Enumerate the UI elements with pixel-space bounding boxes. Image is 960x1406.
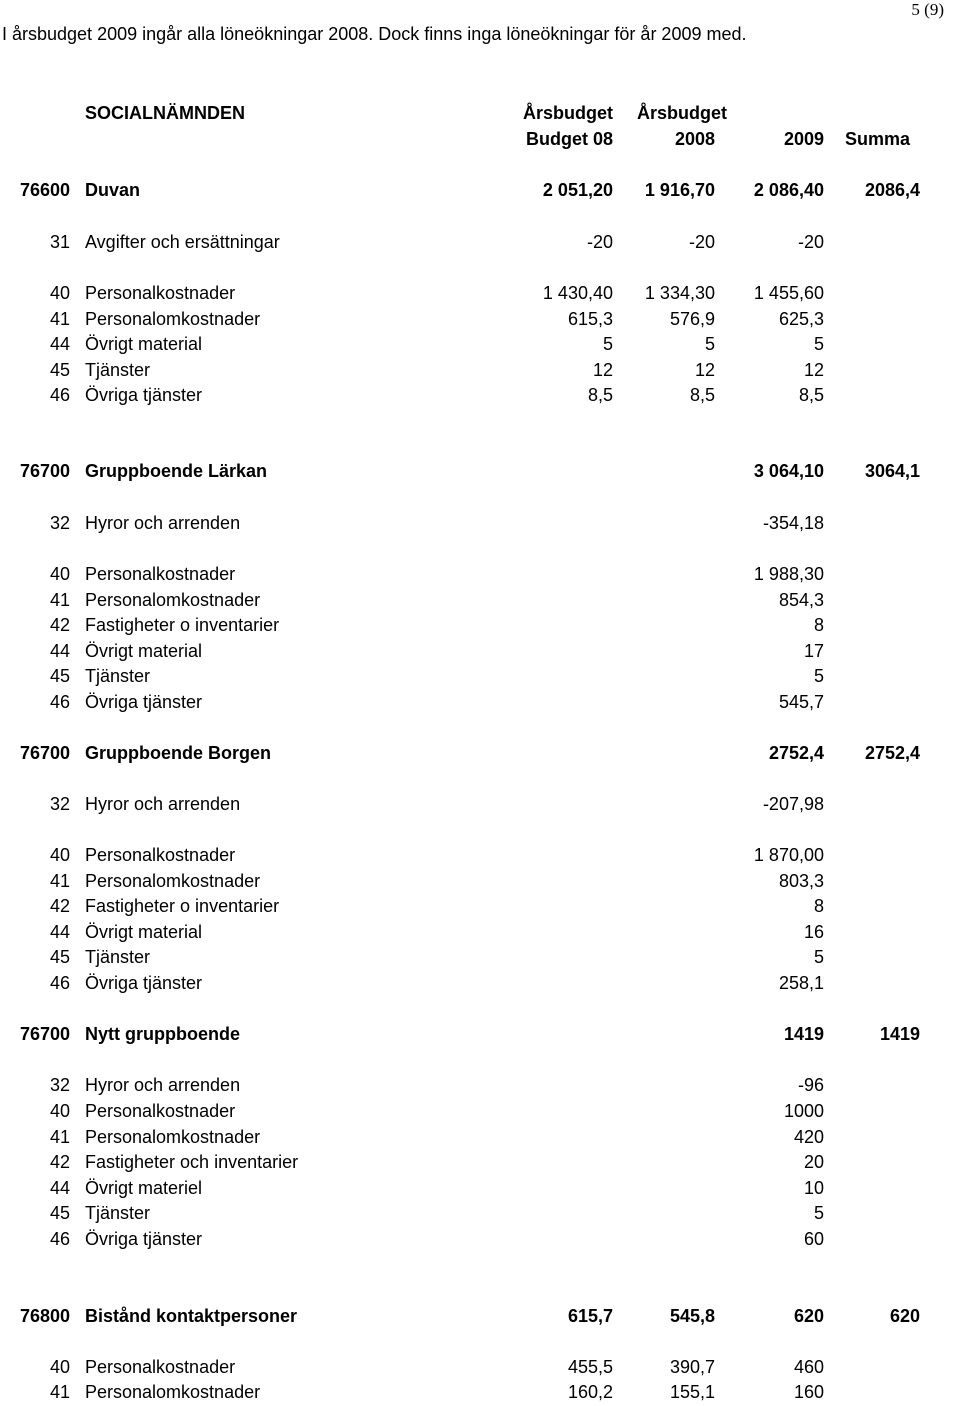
table-row [0, 1203, 960, 1227]
account-name-cell: Personalkostnader [85, 845, 236, 865]
account-code-cell: 42 [49, 1152, 70, 1172]
budget-2009-cell: 20 [803, 1152, 824, 1172]
account-code-cell: 76700 [19, 461, 70, 481]
budget-2008-cell: -20 [688, 232, 715, 252]
budget-2009-cell: 5 [813, 947, 824, 967]
budget-2009-cell: 803,3 [778, 871, 824, 891]
budget-08-cell: -20 [586, 232, 613, 252]
table-row [0, 385, 960, 409]
account-name-cell: Hyror och arrenden [85, 794, 241, 814]
account-code-cell: 40 [49, 1357, 70, 1377]
table-row [0, 283, 960, 307]
summa-cell: 2086,4 [864, 180, 920, 200]
account-code-cell: 44 [49, 1178, 70, 1198]
budget-2009-cell: 17 [803, 641, 824, 661]
table-row [0, 590, 960, 614]
account-code-cell: 32 [49, 794, 70, 814]
account-name-cell: Övriga tjänster [85, 692, 203, 712]
account-name-cell: Övriga tjänster [85, 973, 203, 993]
summa-cell: 3064,1 [864, 461, 920, 481]
budget-2009-cell: 8 [813, 615, 824, 635]
budget-2009-cell: 1000 [783, 1101, 824, 1121]
account-code-cell: 41 [49, 309, 70, 329]
budget-2009-cell: -20 [797, 232, 824, 252]
budget-2009-cell: 160 [793, 1382, 824, 1402]
account-name-cell: Bistånd kontaktpersoner [85, 1306, 298, 1326]
summa-cell: 2752,4 [864, 743, 920, 763]
account-name-cell: Övriga tjänster [85, 385, 203, 405]
account-name-cell: Tjänster [85, 947, 151, 967]
account-code-cell: 44 [49, 922, 70, 942]
account-code-cell: 40 [49, 1101, 70, 1121]
account-name-cell: Avgifter och ersättningar [85, 232, 280, 252]
budget-08-cell: 8,5 [587, 385, 613, 405]
table-row [0, 1127, 960, 1151]
budget-08-cell: 2 051,20 [542, 180, 613, 200]
account-name-cell: Personalomkostnader [85, 590, 261, 610]
table-row [0, 845, 960, 869]
budget-2009-cell: 5 [813, 334, 824, 354]
budget-2009-cell: 545,7 [778, 692, 824, 712]
table-row [0, 513, 960, 537]
table-row [0, 360, 960, 384]
budget-2008-cell: 155,1 [669, 1382, 715, 1402]
summa-cell: 1419 [879, 1024, 920, 1044]
account-name-cell: Övriga tjänster [85, 1229, 203, 1249]
budget-2009-cell: 1 870,00 [753, 845, 824, 865]
account-code-cell: 32 [49, 513, 70, 533]
budget-2009-cell: 5 [813, 666, 824, 686]
account-name-cell: Övrigt material [85, 334, 203, 354]
budget-2008-cell: 8,5 [689, 385, 715, 405]
account-code-cell: 76700 [19, 743, 70, 763]
budget-2008-cell: 576,9 [669, 309, 715, 329]
account-name-cell: Hyror och arrenden [85, 513, 241, 533]
budget-2008-cell: 545,8 [669, 1306, 715, 1326]
account-code-cell: 45 [49, 360, 70, 380]
account-code-cell: 76700 [19, 1024, 70, 1044]
account-code-cell: 76600 [19, 180, 70, 200]
account-code-cell: 42 [49, 896, 70, 916]
table-row [0, 309, 960, 333]
account-name-cell: Personalkostnader [85, 1357, 236, 1377]
account-code-cell: 45 [49, 1203, 70, 1223]
account-code-cell: 46 [49, 973, 70, 993]
budget-2009-cell: 10 [803, 1178, 824, 1198]
budget-2008-cell: 5 [704, 334, 715, 354]
table-row [0, 666, 960, 690]
table-row [0, 641, 960, 665]
account-name-cell: Gruppboende Borgen [85, 743, 271, 763]
table-row [0, 1382, 960, 1406]
account-code-cell: 41 [49, 1382, 70, 1402]
budget-2008-cell: 12 [694, 360, 715, 380]
table-section-row [0, 743, 960, 767]
account-code-cell: 76800 [19, 1306, 70, 1326]
budget-08-cell: 455,5 [567, 1357, 613, 1377]
account-name-cell: Fastigheter o inventarier [85, 896, 280, 916]
table-section-row [0, 1024, 960, 1048]
table-row [0, 947, 960, 971]
budget-2008-cell: 1 334,30 [644, 283, 715, 303]
budget-2009-cell: 3 064,10 [753, 461, 824, 481]
table-row [0, 564, 960, 588]
table-row [0, 871, 960, 895]
col1-header-line2: Budget 08 [525, 129, 613, 149]
table-row [0, 896, 960, 920]
table-row [0, 334, 960, 358]
budget-2009-cell: 854,3 [778, 590, 824, 610]
budget-2009-cell: 60 [803, 1229, 824, 1249]
account-code-cell: 46 [49, 385, 70, 405]
account-name-cell: Fastigheter o inventarier [85, 615, 280, 635]
intro-text: I årsbudget 2009 ingår alla löneökningar 2008. Dock finns inga löneökningar för år 2009 med. [2, 24, 747, 44]
account-name-cell: Tjänster [85, 1203, 151, 1223]
table-row [0, 1075, 960, 1099]
account-name-cell: Personalkostnader [85, 564, 236, 584]
table-section-row [0, 461, 960, 485]
account-name-cell: Duvan [85, 180, 141, 200]
budget-2008-cell: 390,7 [669, 1357, 715, 1377]
account-name-cell: Personalkostnader [85, 283, 236, 303]
table-row [0, 692, 960, 716]
budget-08-cell: 615,3 [567, 309, 613, 329]
budget-2009-cell: -354,18 [762, 513, 824, 533]
page-number: 5 (9) [911, 0, 944, 19]
account-code-cell: 44 [49, 334, 70, 354]
account-name-cell: Personalkostnader [85, 1101, 236, 1121]
budget-2009-cell: 8 [813, 896, 824, 916]
budget-2009-cell: 16 [803, 922, 824, 942]
budget-2009-cell: 12 [803, 360, 824, 380]
table-section-row [0, 1306, 960, 1330]
budget-2009-cell: 460 [793, 1357, 824, 1377]
budget-2009-cell: 8,5 [798, 385, 824, 405]
table-row [0, 922, 960, 946]
account-name-cell: Övrigt materiel [85, 1178, 203, 1198]
account-name-cell: Övrigt material [85, 922, 203, 942]
table-row [0, 794, 960, 818]
account-code-cell: 44 [49, 641, 70, 661]
account-code-cell: 41 [49, 871, 70, 891]
account-name-cell: Övrigt material [85, 641, 203, 661]
budget-2009-cell: 2 086,40 [753, 180, 824, 200]
col2-header-line1: Årsbudget [637, 103, 727, 123]
budget-08-cell: 12 [592, 360, 613, 380]
budget-08-cell: 615,7 [567, 1306, 613, 1326]
account-code-cell: 45 [49, 947, 70, 967]
budget-2009-cell: -207,98 [762, 794, 824, 814]
budget-08-cell: 160,2 [567, 1382, 613, 1402]
account-code-cell: 40 [49, 283, 70, 303]
account-code-cell: 40 [49, 845, 70, 865]
account-code-cell: 31 [49, 232, 70, 252]
account-name-cell: Tjänster [85, 666, 151, 686]
budget-2009-cell: -96 [797, 1075, 824, 1095]
budget-08-cell: 1 430,40 [542, 283, 613, 303]
budget-2009-cell: 620 [793, 1306, 824, 1326]
account-code-cell: 46 [49, 1229, 70, 1249]
col1-header-line1: Årsbudget [523, 103, 613, 123]
budget-2009-cell: 1419 [783, 1024, 824, 1044]
budget-2008-cell: 1 916,70 [644, 180, 715, 200]
account-code-cell: 32 [49, 1075, 70, 1095]
account-name-cell: Nytt gruppboende [85, 1024, 240, 1044]
account-code-cell: 45 [49, 666, 70, 686]
table-row [0, 232, 960, 256]
account-code-cell: 41 [49, 1127, 70, 1147]
table-row [0, 615, 960, 639]
account-name-cell: Gruppboende Lärkan [85, 461, 268, 481]
table-row [0, 1152, 960, 1176]
table-row [0, 1229, 960, 1253]
account-code-cell: 46 [49, 692, 70, 712]
col2-header-line2: 2008 [674, 129, 715, 149]
table-row [0, 1357, 960, 1381]
budget-2009-cell: 258,1 [778, 973, 824, 993]
account-code-cell: 42 [49, 615, 70, 635]
account-code-cell: 40 [49, 564, 70, 584]
budget-08-cell: 5 [602, 334, 613, 354]
col3-header-line2: 2009 [783, 129, 824, 149]
table-row [0, 1101, 960, 1125]
budget-2009-cell: 5 [813, 1203, 824, 1223]
account-name-cell: Personalomkostnader [85, 871, 261, 891]
table-title: SOCIALNÄMNDEN [85, 103, 245, 123]
account-name-cell: Personalomkostnader [85, 1127, 261, 1147]
table-row [0, 1178, 960, 1202]
account-name-cell: Personalomkostnader [85, 1382, 261, 1402]
account-name-cell: Hyror och arrenden [85, 1075, 241, 1095]
account-name-cell: Tjänster [85, 360, 151, 380]
table-row [0, 973, 960, 997]
summa-cell: 620 [889, 1306, 920, 1326]
col4-header-line2: Summa [844, 129, 910, 149]
budget-2009-cell: 1 988,30 [753, 564, 824, 584]
table-section-row [0, 180, 960, 204]
budget-2009-cell: 625,3 [778, 309, 824, 329]
budget-2009-cell: 420 [793, 1127, 824, 1147]
account-name-cell: Fastigheter och inventarier [85, 1152, 299, 1172]
budget-2009-cell: 1 455,60 [753, 283, 824, 303]
budget-2009-cell: 2752,4 [768, 743, 824, 763]
account-code-cell: 41 [49, 590, 70, 610]
account-name-cell: Personalomkostnader [85, 309, 261, 329]
